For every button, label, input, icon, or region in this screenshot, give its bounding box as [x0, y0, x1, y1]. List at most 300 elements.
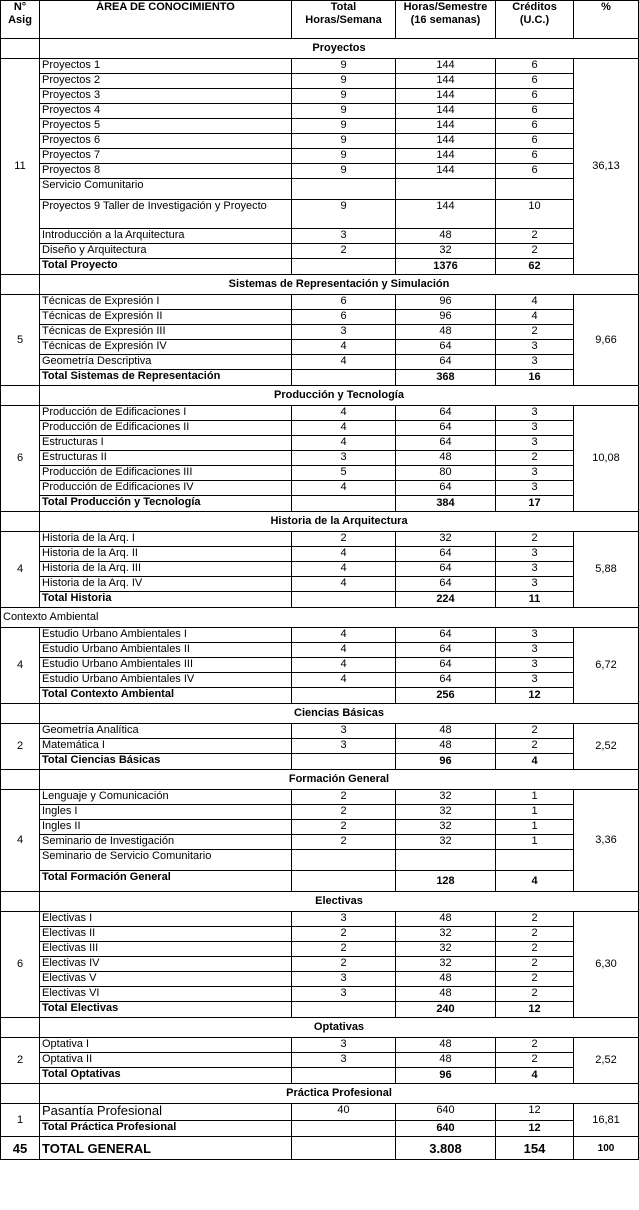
- hours-semester: 64: [396, 658, 496, 673]
- credits: 12: [496, 1104, 574, 1121]
- hours-week: 4: [292, 628, 396, 643]
- grand-total-percent: 100: [574, 1137, 639, 1160]
- section-count: 2: [1, 1038, 40, 1084]
- hours-week: 3: [292, 229, 396, 244]
- credits: 3: [496, 643, 574, 658]
- subject-name: Matemática I: [40, 739, 292, 754]
- section-header-row: [1, 1018, 639, 1038]
- credits: 3: [496, 673, 574, 688]
- credits: 1: [496, 805, 574, 820]
- subject-name: Electivas III: [40, 942, 292, 957]
- credits: 2: [496, 1038, 574, 1053]
- section-total-label: Total Electivas: [40, 1002, 292, 1018]
- subject-row: [1, 179, 639, 200]
- subject-row: [1, 149, 639, 164]
- credits: 3: [496, 466, 574, 481]
- section-total-label: Total Optativas: [40, 1068, 292, 1084]
- section-total-hours-week: [292, 1068, 396, 1084]
- section-title: Producción y Tecnología: [40, 386, 639, 406]
- section-count: 2: [1, 724, 40, 770]
- section-count: 4: [1, 628, 40, 704]
- subject-row: [1, 820, 639, 835]
- subject-row: [1, 673, 639, 688]
- subject-row: [1, 310, 639, 325]
- header-percent: %: [574, 1, 639, 39]
- section-total-row: [1, 1002, 639, 1018]
- credits: 6: [496, 134, 574, 149]
- section-total-credits: 17: [496, 496, 574, 512]
- hours-semester: 64: [396, 562, 496, 577]
- hours-semester: 32: [396, 805, 496, 820]
- credits: 1: [496, 790, 574, 805]
- hours-semester: 32: [396, 532, 496, 547]
- subject-row: [1, 325, 639, 340]
- credits: [496, 850, 574, 871]
- section-spacer: [1, 1018, 40, 1038]
- subject-name: Geometría Descriptiva: [40, 355, 292, 370]
- section-header-row: [1, 704, 639, 724]
- hours-semester: 144: [396, 164, 496, 179]
- credits: 3: [496, 628, 574, 643]
- section-percent: 2,52: [574, 724, 639, 770]
- hours-week: 3: [292, 912, 396, 927]
- credits: 2: [496, 1053, 574, 1068]
- subject-name: Optativa II: [40, 1053, 292, 1068]
- subject-name: Proyectos 1: [40, 59, 292, 74]
- section-header-row: [1, 1084, 639, 1104]
- section-spacer: [1, 892, 40, 912]
- section-title: Optativas: [40, 1018, 639, 1038]
- section-total-row: [1, 259, 639, 275]
- section-total-label: Total Historia: [40, 592, 292, 608]
- hours-week: 2: [292, 805, 396, 820]
- section-title: Formación General: [40, 770, 639, 790]
- hours-week: 4: [292, 436, 396, 451]
- subject-name: Proyectos 6: [40, 134, 292, 149]
- grand-total-count: 45: [1, 1137, 40, 1160]
- credits: [496, 179, 574, 200]
- subject-row: [1, 724, 639, 739]
- subject-name: Estructuras I: [40, 436, 292, 451]
- hours-semester: 32: [396, 942, 496, 957]
- hours-week: [292, 179, 396, 200]
- hours-week: 4: [292, 355, 396, 370]
- subject-row: [1, 164, 639, 179]
- section-title: Historia de la Arquitectura: [40, 512, 639, 532]
- section-percent: 10,08: [574, 406, 639, 512]
- subject-row: [1, 835, 639, 850]
- section-total-row: [1, 1068, 639, 1084]
- section-total-row: [1, 592, 639, 608]
- section-total-hours-semester: 256: [396, 688, 496, 704]
- subject-row: [1, 562, 639, 577]
- hours-semester: 64: [396, 643, 496, 658]
- section-total-hours-week: [292, 688, 396, 704]
- section-total-hours-semester: 368: [396, 370, 496, 386]
- section-spacer: [1, 512, 40, 532]
- credits: 6: [496, 119, 574, 134]
- subject-row: [1, 972, 639, 987]
- hours-semester: 144: [396, 74, 496, 89]
- hours-semester: 96: [396, 310, 496, 325]
- subject-row: [1, 421, 639, 436]
- subject-name: Optativa I: [40, 1038, 292, 1053]
- section-total-label: Total Producción y Tecnología: [40, 496, 292, 512]
- subject-name: Proyectos 3: [40, 89, 292, 104]
- grand-total-label: TOTAL GENERAL: [40, 1137, 292, 1160]
- grand-total-hours-week: [292, 1137, 396, 1160]
- hours-week: 2: [292, 927, 396, 942]
- hours-semester: 144: [396, 119, 496, 134]
- section-total-label: Total Ciencias Básicas: [40, 754, 292, 770]
- hours-semester: 48: [396, 739, 496, 754]
- subject-row: [1, 74, 639, 89]
- hours-week: 4: [292, 577, 396, 592]
- section-title: Sistemas de Representación y Simulación: [40, 275, 639, 295]
- subject-row: [1, 451, 639, 466]
- credits: 3: [496, 355, 574, 370]
- hours-week: 4: [292, 562, 396, 577]
- hours-semester: 32: [396, 790, 496, 805]
- section-header-row: [1, 608, 639, 628]
- section-total-row: [1, 871, 639, 892]
- subject-name: Proyectos 9 Taller de Investigación y Proyecto: [40, 200, 292, 229]
- hours-semester: 64: [396, 436, 496, 451]
- subject-name: Proyectos 8: [40, 164, 292, 179]
- section-total-row: [1, 370, 639, 386]
- subject-name: Técnicas de Expresión IV: [40, 340, 292, 355]
- hours-semester: 64: [396, 673, 496, 688]
- subject-name: Técnicas de Expresión II: [40, 310, 292, 325]
- hours-week: 4: [292, 673, 396, 688]
- credits: 1: [496, 835, 574, 850]
- subject-name: Seminario de Investigación: [40, 835, 292, 850]
- hours-semester: 32: [396, 820, 496, 835]
- subject-row: [1, 295, 639, 310]
- section-spacer: [1, 770, 40, 790]
- subject-name: Introducción a la Arquitectura: [40, 229, 292, 244]
- credits: 3: [496, 562, 574, 577]
- hours-week: 3: [292, 739, 396, 754]
- hours-semester: 32: [396, 835, 496, 850]
- section-total-row: [1, 754, 639, 770]
- subject-row: [1, 436, 639, 451]
- credits: 3: [496, 406, 574, 421]
- section-header-row: [1, 770, 639, 790]
- header-n-asig: N° Asig: [1, 1, 40, 39]
- hours-semester: 80: [396, 466, 496, 481]
- hours-week: 9: [292, 200, 396, 229]
- subject-name: Historia de la Arq. II: [40, 547, 292, 562]
- hours-week: 4: [292, 658, 396, 673]
- section-total-label: Total Sistemas de Representación: [40, 370, 292, 386]
- credits: 2: [496, 987, 574, 1002]
- section-total-hours-semester: 384: [396, 496, 496, 512]
- hours-semester: 32: [396, 927, 496, 942]
- credits: 3: [496, 436, 574, 451]
- subject-row: [1, 406, 639, 421]
- subject-row: [1, 957, 639, 972]
- section-total-hours-week: [292, 1002, 396, 1018]
- grand-total-credits: 154: [496, 1137, 574, 1160]
- hours-week: 9: [292, 74, 396, 89]
- subject-name: Lenguaje y Comunicación: [40, 790, 292, 805]
- credits: 2: [496, 927, 574, 942]
- subject-name: Técnicas de Expresión I: [40, 295, 292, 310]
- hours-week: 2: [292, 835, 396, 850]
- section-spacer: [1, 39, 40, 59]
- hours-week: 9: [292, 89, 396, 104]
- hours-week: 3: [292, 972, 396, 987]
- subject-name: Proyectos 2: [40, 74, 292, 89]
- hours-semester: [396, 179, 496, 200]
- section-count: 4: [1, 790, 40, 892]
- section-total-hours-week: [292, 259, 396, 275]
- hours-semester: 48: [396, 987, 496, 1002]
- hours-week: 3: [292, 724, 396, 739]
- hours-semester: 48: [396, 724, 496, 739]
- credits: 2: [496, 972, 574, 987]
- section-total-credits: 12: [496, 1121, 574, 1137]
- header-horas-semana: Total Horas/Semana: [292, 1, 396, 39]
- section-header-row: [1, 275, 639, 295]
- credits: 2: [496, 325, 574, 340]
- header-horas-semestre: Horas/Semestre (16 semanas): [396, 1, 496, 39]
- subject-row: [1, 200, 639, 229]
- subject-row: [1, 942, 639, 957]
- subject-name: Electivas I: [40, 912, 292, 927]
- section-total-label: Total Contexto Ambiental: [40, 688, 292, 704]
- section-count: 6: [1, 912, 40, 1018]
- subject-name: Estudio Urbano Ambientales IV: [40, 673, 292, 688]
- subject-name: Electivas V: [40, 972, 292, 987]
- hours-semester: 64: [396, 547, 496, 562]
- credits: 2: [496, 739, 574, 754]
- subject-row: [1, 481, 639, 496]
- subject-name: Electivas II: [40, 927, 292, 942]
- hours-week: 3: [292, 325, 396, 340]
- section-count: 5: [1, 295, 40, 386]
- credits: 3: [496, 421, 574, 436]
- section-title: Práctica Profesional: [40, 1084, 639, 1104]
- subject-name: Ingles II: [40, 820, 292, 835]
- hours-week: 4: [292, 547, 396, 562]
- subject-row: [1, 927, 639, 942]
- hours-semester: 64: [396, 340, 496, 355]
- subject-name: Estructuras II: [40, 451, 292, 466]
- section-total-hours-semester: 224: [396, 592, 496, 608]
- hours-week: 2: [292, 532, 396, 547]
- subject-name: Proyectos 4: [40, 104, 292, 119]
- hours-week: 4: [292, 643, 396, 658]
- section-spacer: [1, 386, 40, 406]
- hours-week: [292, 850, 396, 871]
- subject-name: Estudio Urbano Ambientales III: [40, 658, 292, 673]
- subject-row: [1, 355, 639, 370]
- subject-name: Electivas IV: [40, 957, 292, 972]
- hours-week: 3: [292, 1053, 396, 1068]
- section-total-hours-week: [292, 370, 396, 386]
- hours-week: 2: [292, 957, 396, 972]
- credits: 4: [496, 310, 574, 325]
- section-total-credits: 62: [496, 259, 574, 275]
- credits: 3: [496, 547, 574, 562]
- credits: 6: [496, 149, 574, 164]
- hours-week: 9: [292, 164, 396, 179]
- section-title: Electivas: [40, 892, 639, 912]
- subject-name: Estudio Urbano Ambientales II: [40, 643, 292, 658]
- credits: 2: [496, 957, 574, 972]
- section-header-row: [1, 386, 639, 406]
- header-area: ÁREA DE CONOCIMIENTO: [40, 1, 292, 39]
- section-percent: 2,52: [574, 1038, 639, 1084]
- subject-row: [1, 577, 639, 592]
- section-spacer: [1, 1084, 40, 1104]
- subject-name: Proyectos 7: [40, 149, 292, 164]
- hours-semester: 144: [396, 149, 496, 164]
- subject-name: Seminario de Servicio Comunitario: [40, 850, 292, 871]
- subject-row: [1, 547, 639, 562]
- subject-name: Estudio Urbano Ambientales I: [40, 628, 292, 643]
- section-total-row: [1, 688, 639, 704]
- hours-week: 3: [292, 451, 396, 466]
- section-total-credits: 16: [496, 370, 574, 386]
- subject-row: [1, 89, 639, 104]
- subject-row: [1, 628, 639, 643]
- subject-row: [1, 805, 639, 820]
- hours-semester: 144: [396, 200, 496, 229]
- credits: 2: [496, 912, 574, 927]
- hours-week: 4: [292, 481, 396, 496]
- subject-row: [1, 1038, 639, 1053]
- subject-row: [1, 658, 639, 673]
- subject-name: Ingles I: [40, 805, 292, 820]
- hours-semester: 48: [396, 972, 496, 987]
- hours-semester: 48: [396, 1053, 496, 1068]
- section-percent: 6,30: [574, 912, 639, 1018]
- section-total-hours-semester: 240: [396, 1002, 496, 1018]
- section-count: 1: [1, 1104, 40, 1137]
- subject-row: [1, 104, 639, 119]
- hours-semester: 48: [396, 451, 496, 466]
- hours-week: 2: [292, 790, 396, 805]
- hours-semester: 64: [396, 481, 496, 496]
- subject-row: [1, 1104, 639, 1121]
- hours-week: 9: [292, 149, 396, 164]
- credits: 3: [496, 577, 574, 592]
- section-spacer: [1, 275, 40, 295]
- subject-name: Historia de la Arq. I: [40, 532, 292, 547]
- section-percent: 6,72: [574, 628, 639, 704]
- section-total-hours-week: [292, 871, 396, 892]
- hours-semester: 64: [396, 406, 496, 421]
- subject-name: Electivas VI: [40, 987, 292, 1002]
- hours-week: 6: [292, 310, 396, 325]
- hours-semester: 48: [396, 229, 496, 244]
- hours-semester: 64: [396, 355, 496, 370]
- subject-row: [1, 1053, 639, 1068]
- hours-week: 9: [292, 119, 396, 134]
- credits: 3: [496, 481, 574, 496]
- subject-row: [1, 244, 639, 259]
- credits: 2: [496, 942, 574, 957]
- hours-semester: 48: [396, 1038, 496, 1053]
- subject-name: Diseño y Arquitectura: [40, 244, 292, 259]
- credits: 6: [496, 164, 574, 179]
- section-header-row: [1, 512, 639, 532]
- subject-row: [1, 790, 639, 805]
- section-spacer: [1, 704, 40, 724]
- section-total-credits: 4: [496, 871, 574, 892]
- hours-semester: 32: [396, 244, 496, 259]
- section-total-hours-semester: 96: [396, 754, 496, 770]
- section-percent: 5,88: [574, 532, 639, 608]
- credits: 2: [496, 229, 574, 244]
- section-total-label: Total Proyecto: [40, 259, 292, 275]
- hours-week: 2: [292, 820, 396, 835]
- section-total-credits: 12: [496, 1002, 574, 1018]
- hours-semester: 48: [396, 325, 496, 340]
- hours-semester: 64: [396, 577, 496, 592]
- subject-row: [1, 134, 639, 149]
- subject-row: [1, 229, 639, 244]
- section-total-hours-semester: 128: [396, 871, 496, 892]
- section-total-row: [1, 496, 639, 512]
- credits: 3: [496, 340, 574, 355]
- section-total-hours-week: [292, 496, 396, 512]
- section-count: 11: [1, 59, 40, 275]
- section-percent: 9,66: [574, 295, 639, 386]
- section-percent: 16,81: [574, 1104, 639, 1137]
- section-total-label: Total Práctica Profesional: [40, 1121, 292, 1137]
- section-title: Contexto Ambiental: [1, 608, 639, 628]
- section-title: Ciencias Básicas: [40, 704, 639, 724]
- hours-semester: 48: [396, 912, 496, 927]
- header-creditos: Créditos (U.C.): [496, 1, 574, 39]
- header-row: [1, 1, 639, 39]
- section-total-credits: 11: [496, 592, 574, 608]
- subject-name: Historia de la Arq. IV: [40, 577, 292, 592]
- section-total-hours-semester: 96: [396, 1068, 496, 1084]
- section-header-row: [1, 892, 639, 912]
- subject-row: [1, 532, 639, 547]
- section-header-row: [1, 39, 639, 59]
- hours-semester: 144: [396, 134, 496, 149]
- section-total-hours-week: [292, 1121, 396, 1137]
- section-total-hours-semester: 640: [396, 1121, 496, 1137]
- subject-row: [1, 466, 639, 481]
- hours-week: 2: [292, 942, 396, 957]
- credits: 6: [496, 104, 574, 119]
- subject-name: Historia de la Arq. III: [40, 562, 292, 577]
- credits: 10: [496, 200, 574, 229]
- subject-row: [1, 912, 639, 927]
- grand-total-hours-semester: 3.808: [396, 1137, 496, 1160]
- section-total-hours-semester: 1376: [396, 259, 496, 275]
- subject-name: Geometría Analítica: [40, 724, 292, 739]
- subject-row: [1, 59, 639, 74]
- hours-week: 3: [292, 1038, 396, 1053]
- credits: 2: [496, 244, 574, 259]
- credits: 2: [496, 532, 574, 547]
- subject-name: Proyectos 5: [40, 119, 292, 134]
- hours-semester: 640: [396, 1104, 496, 1121]
- hours-semester: 144: [396, 104, 496, 119]
- section-total-hours-week: [292, 754, 396, 770]
- hours-week: 9: [292, 104, 396, 119]
- hours-semester: 64: [396, 421, 496, 436]
- credits: 6: [496, 59, 574, 74]
